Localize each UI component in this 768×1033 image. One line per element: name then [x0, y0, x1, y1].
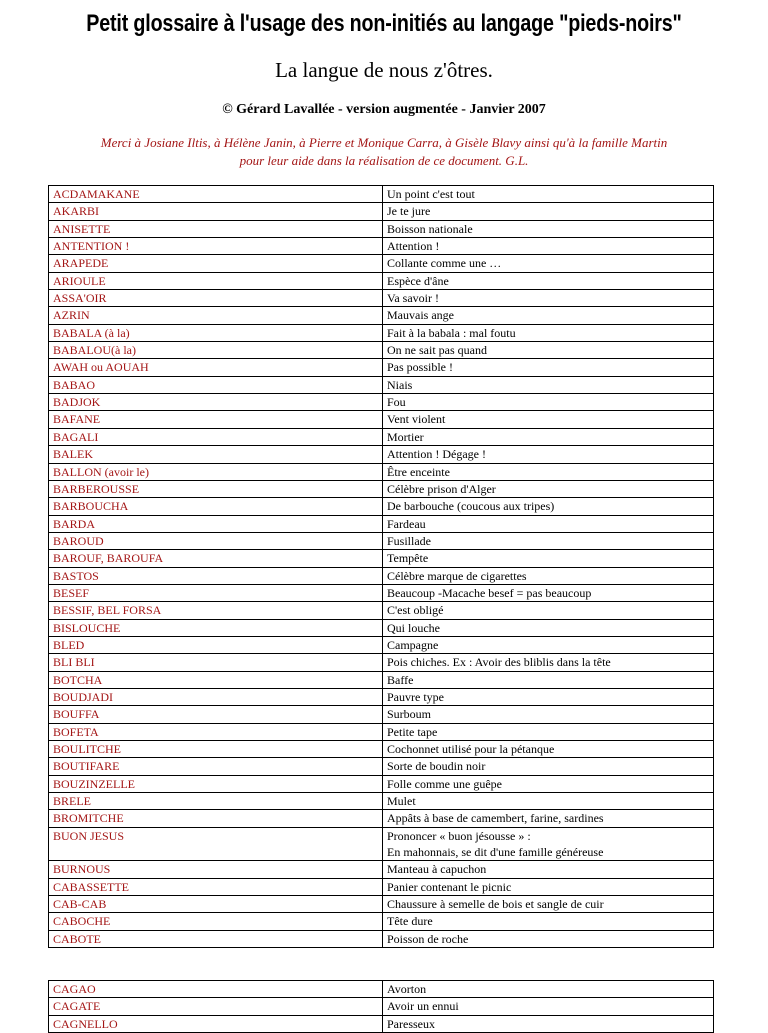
glossary-row [49, 342, 714, 359]
glossary-row [49, 220, 714, 237]
glossary-term: BALLON (avoir le) [49, 463, 383, 480]
glossary-definition [383, 550, 714, 567]
glossary-row [49, 515, 714, 532]
glossary-term: BOUTIFARE [49, 758, 383, 775]
glossary-term: ARAPEDE [49, 255, 383, 272]
glossary-term: BARBEROUSSE [49, 480, 383, 497]
glossary-definition [383, 671, 714, 688]
glossary-definition [383, 255, 714, 272]
glossary-term: CABOCHE [49, 913, 383, 930]
glossary-definition [383, 861, 714, 878]
glossary-row [49, 688, 714, 705]
glossary-row [49, 741, 714, 758]
definition-line: Sorte de boudin noir [387, 759, 486, 774]
definition-line: Célèbre marque de cigarettes [387, 568, 527, 583]
glossary-row [49, 186, 714, 203]
glossary-definition [383, 981, 714, 998]
glossary-definition [383, 463, 714, 480]
glossary-definition [383, 480, 714, 497]
glossary-definition [383, 654, 714, 671]
definition-line: Cochonnet utilisé pour la pétanque [387, 742, 555, 756]
glossary-definition [383, 446, 714, 463]
glossary-definition [383, 619, 714, 636]
glossary-row [49, 758, 714, 775]
glossary-term: BADJOK [49, 394, 383, 411]
definition-line: Fardeau [387, 516, 426, 531]
glossary-definition [383, 203, 714, 220]
glossary-term: ACDAMAKANE [49, 186, 383, 203]
glossary-definition [383, 567, 714, 584]
definition-line: Surboum [387, 707, 432, 722]
glossary-row [49, 480, 714, 497]
glossary-row [49, 238, 714, 255]
definition-line: Fusillade [387, 533, 431, 548]
glossary-row [49, 671, 714, 688]
definition-line: Avoir un ennui [387, 999, 459, 1014]
author-credit: © Gérard Lavallée - version augmentée - Janvier 2007 [222, 102, 546, 117]
glossary-definition [383, 307, 714, 324]
definition-line: Mulet [387, 794, 416, 809]
glossary-definition [383, 810, 714, 827]
glossary-term: AKARBI [49, 203, 383, 220]
glossary-row [49, 203, 714, 220]
definition-line: Boisson nationale [387, 221, 473, 236]
glossary-definition [383, 272, 714, 289]
glossary-row [49, 394, 714, 411]
glossary-row [49, 896, 714, 913]
page-title: Petit glossaire à l'usage des non-initiés au langage "pieds-noirs" [86, 10, 682, 37]
glossary-term: CABOTE [49, 930, 383, 947]
definition-line: Pas possible ! [387, 360, 453, 375]
glossary-term: BOUZINZELLE [49, 775, 383, 792]
definition-line: Je te jure [387, 204, 431, 219]
glossary-definition [383, 394, 714, 411]
glossary-term: BAGALI [49, 428, 383, 445]
glossary-definition [383, 324, 714, 341]
glossary-term: BOFETA [49, 723, 383, 740]
glossary-term: BOTCHA [49, 671, 383, 688]
definition-line: Baffe [387, 672, 414, 687]
glossary-row [49, 636, 714, 653]
glossary-definition [383, 532, 714, 549]
glossary-term: BARBOUCHA [49, 498, 383, 515]
definition-line: Paresseux [387, 1016, 435, 1031]
glossary-term: BESSIF, BEL FORSA [49, 602, 383, 619]
glossary-row [49, 272, 714, 289]
definition-line: C'est obligé [387, 603, 444, 618]
definition-line: Chaussure à semelle de bois et sangle de cuir [387, 897, 604, 912]
definition-line: Qui louche [387, 620, 440, 635]
glossary-term: CAGNELLO [49, 1015, 383, 1032]
glossary-term: BISLOUCHE [49, 619, 383, 636]
glossary-term: ANISETTE [49, 220, 383, 237]
definition-line: Tempête [387, 551, 429, 566]
glossary-row [49, 307, 714, 324]
definition-line: De barbouche (coucous aux tripes) [387, 499, 555, 514]
glossary-row [49, 602, 714, 619]
glossary-definition [383, 827, 714, 861]
glossary-definition [383, 998, 714, 1015]
definition-line: Pauvre type [387, 689, 444, 704]
glossary-definition [383, 602, 714, 619]
definition-line: Vent violent [387, 412, 446, 427]
definition-line: Attention ! [387, 239, 440, 254]
definition-line: Mortier [387, 429, 424, 444]
glossary-definition [383, 238, 714, 255]
glossary-row [49, 723, 714, 740]
glossary-definition [383, 758, 714, 775]
definition-line: Petite tape [387, 724, 438, 739]
glossary-definition [383, 584, 714, 601]
glossary-definition [383, 775, 714, 792]
glossary-row [49, 550, 714, 567]
definition-line: Folle comme une guêpe [387, 776, 502, 791]
glossary-term: BABALOU(à la) [49, 342, 383, 359]
glossary-row [49, 532, 714, 549]
definition-line: Prononcer « buon jésousse » : [387, 828, 531, 843]
acknowledgements-line-1: Merci à Josiane Iltis, à Hélène Janin, à Pierre et Monique Carra, à Gisèle Blavy ainsi qu'à la famille Martin [100, 135, 668, 150]
glossary-row [49, 861, 714, 878]
glossary-definition [383, 515, 714, 532]
glossary-table-2 [48, 980, 714, 1033]
definition-line: Manteau à capuchon [387, 862, 487, 877]
glossary-row [49, 446, 714, 463]
glossary-definition [383, 290, 714, 307]
glossary-row [49, 998, 714, 1015]
definition-line: Être enceinte [387, 464, 450, 479]
glossary-definition [383, 376, 714, 393]
glossary-row [49, 255, 714, 272]
glossary-row [49, 706, 714, 723]
glossary-row [49, 930, 714, 947]
glossary-term: BRELE [49, 793, 383, 810]
glossary-term: BURNOUS [49, 861, 383, 878]
glossary-term: BLI BLI [49, 654, 383, 671]
page-subtitle: La langue de nous z'ôtres. [275, 58, 493, 82]
glossary-row [49, 827, 714, 861]
glossary-definition [383, 498, 714, 515]
glossary-definition [383, 411, 714, 428]
glossary-row [49, 619, 714, 636]
glossary-row [49, 324, 714, 341]
glossary-definition [383, 342, 714, 359]
glossary-row [49, 981, 714, 998]
definition-line: Panier contenant le picnic [387, 879, 512, 894]
definition-line: Avorton [387, 982, 427, 996]
definition-line: Pois chiches. Ex : Avoir des bliblis dans la tête [387, 655, 611, 670]
definition-line: Mauvais ange [387, 308, 454, 323]
glossary-term: BARDA [49, 515, 383, 532]
glossary-row [49, 878, 714, 895]
glossary-row [49, 376, 714, 393]
definition-line: Campagne [387, 637, 439, 652]
glossary-term: CAB-CAB [49, 896, 383, 913]
definition-line: Attention ! Dégage ! [387, 447, 486, 462]
glossary-term: CAGATE [49, 998, 383, 1015]
glossary-definition [383, 896, 714, 913]
glossary-row [49, 428, 714, 445]
glossary-row [49, 463, 714, 480]
glossary-definition [383, 878, 714, 895]
glossary-row [49, 584, 714, 601]
glossary-row [49, 913, 714, 930]
glossary-definition [383, 793, 714, 810]
glossary-term: BAROUF, BAROUFA [49, 550, 383, 567]
glossary-term: CABASSETTE [49, 878, 383, 895]
glossary-row [49, 290, 714, 307]
glossary-term: CAGAO [49, 981, 383, 998]
definition-line: Fait à la babala : mal foutu [387, 325, 516, 340]
acknowledgements-line-2: pour leur aide dans la réalisation de ce document. G.L. [239, 153, 529, 168]
glossary-term: ARIOULE [49, 272, 383, 289]
glossary-definition [383, 913, 714, 930]
glossary-term: BUON JESUS [49, 827, 383, 861]
glossary-term: BAROUD [49, 532, 383, 549]
glossary-term: BLED [49, 636, 383, 653]
glossary-row [49, 654, 714, 671]
glossary-definition [383, 186, 714, 203]
glossary-definition [383, 706, 714, 723]
glossary-definition [383, 723, 714, 740]
glossary-table-1 [48, 185, 714, 948]
glossary-term: BABAO [49, 376, 383, 393]
definition-line: Va savoir ! [387, 291, 439, 306]
glossary-term: BABALA (à la) [49, 324, 383, 341]
definition-line: Collante comme une … [387, 256, 502, 271]
glossary-term: AZRIN [49, 307, 383, 324]
definition-line: Espèce d'âne [387, 273, 449, 288]
glossary-definition [383, 741, 714, 758]
glossary-term: BASTOS [49, 567, 383, 584]
definition-line: Un point c'est tout [387, 187, 475, 201]
glossary-definition [383, 688, 714, 705]
definition-line: Niais [387, 377, 413, 392]
glossary-definition [383, 220, 714, 237]
glossary-row [49, 567, 714, 584]
glossary-definition [383, 428, 714, 445]
glossary-term: BOUDJADI [49, 688, 383, 705]
definition-line: Fou [387, 395, 406, 410]
definition-line: Appâts à base de camembert, farine, sardines [387, 811, 604, 826]
glossary-term: BROMITCHE [49, 810, 383, 827]
glossary-term: BESEF [49, 584, 383, 601]
glossary-row [49, 359, 714, 376]
glossary-term: BOULITCHE [49, 741, 383, 758]
glossary-row [49, 793, 714, 810]
glossary-term: BALEK [49, 446, 383, 463]
glossary-row [49, 775, 714, 792]
definition-line: On ne sait pas quand [387, 343, 487, 358]
glossary-row [49, 810, 714, 827]
glossary-row [49, 498, 714, 515]
glossary-definition [383, 636, 714, 653]
acknowledgements [60, 134, 708, 170]
glossary-term: BOUFFA [49, 706, 383, 723]
definition-line: Poisson de roche [387, 931, 469, 946]
glossary-definition [383, 359, 714, 376]
definition-line: Tête dure [387, 914, 433, 929]
glossary-term: ASSA'OIR [49, 290, 383, 307]
glossary-row [49, 411, 714, 428]
definition-line: En mahonnais, se dit d'une famille généreuse [387, 845, 604, 860]
definition-line: Beaucoup -Macache besef = pas beaucoup [387, 585, 592, 600]
glossary-definition [383, 930, 714, 947]
definition-line: Célèbre prison d'Alger [387, 481, 496, 496]
glossary-term: AWAH ou AOUAH [49, 359, 383, 376]
glossary-term: BAFANE [49, 411, 383, 428]
glossary-term: ANTENTION ! [49, 238, 383, 255]
